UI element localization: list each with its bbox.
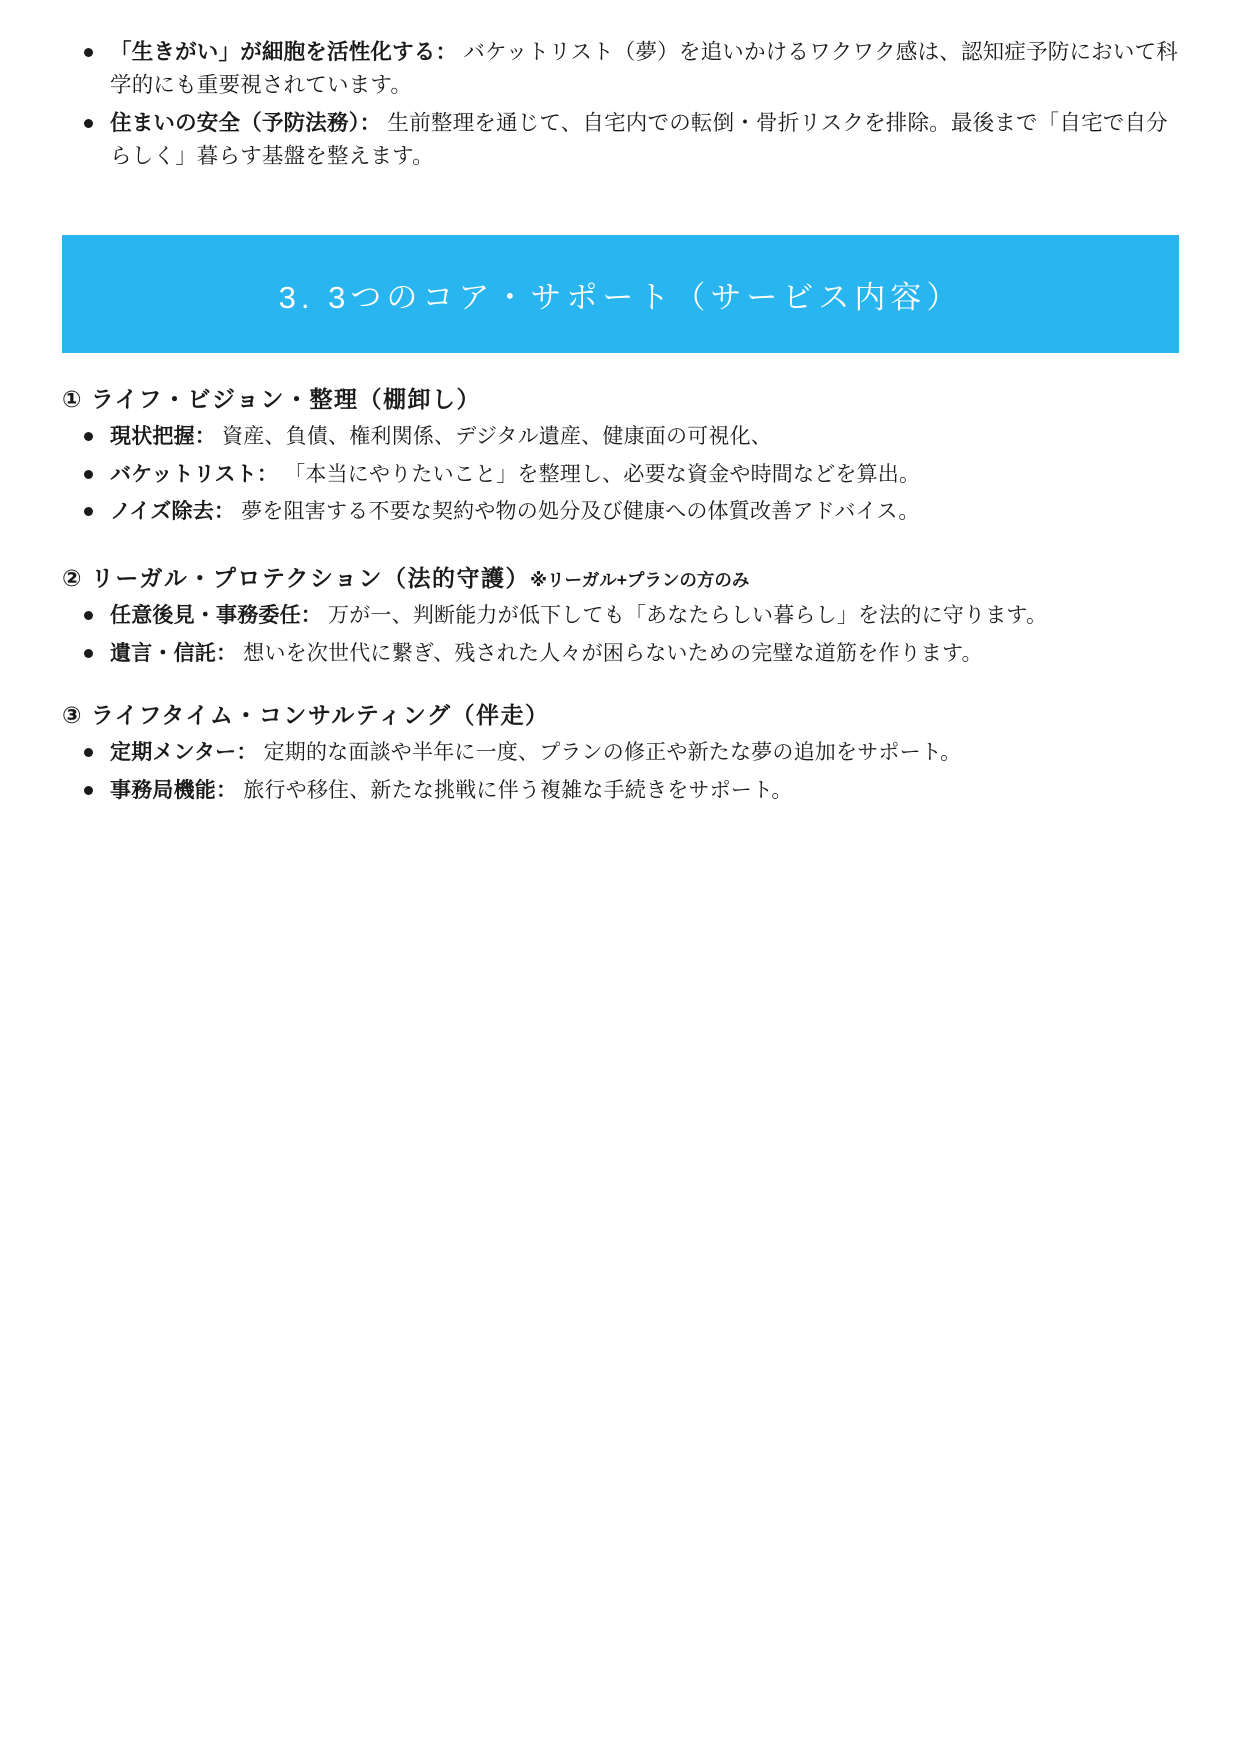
section-bullet-list <box>62 737 1179 806</box>
list-item <box>62 496 1179 528</box>
bullet-text: 万が一、判断能力が低下しても「あなたらしい暮らし」を法的に守ります。 <box>322 604 1048 628</box>
bullet-text: 生前整理を通じて、自宅内での転倒・骨折リスクを排除。最後まで「自宅で自分らしく」暮らす基盤を整えます。 <box>110 110 1168 168</box>
bullet-text: 資産、負債、権利関係、デジタル遺産、健康面の可視化、 <box>216 425 772 449</box>
section-heading-text: ① ライフ・ビジョン・整理（棚卸し） <box>62 386 482 413</box>
list-item <box>62 600 1179 632</box>
bullet-text: バケットリスト（夢）を追いかけるワクワク感は、認知症予防において科学的にも重要視されています。 <box>110 40 1178 98</box>
bullet-lead: 任意後見・事務委任： <box>110 604 322 628</box>
document-page <box>0 0 1241 806</box>
list-item <box>62 638 1179 670</box>
list-item <box>62 107 1179 174</box>
bullet-text: 「本当にやりたいこと」を整理し、必要な資金や時間などを算出。 <box>278 462 921 486</box>
section-heading <box>62 699 1179 731</box>
banner-title: 3. 3つのコア・サポート（サービス内容） <box>278 279 963 315</box>
bullet-lead: ノイズ除去： <box>110 500 236 524</box>
bullet-lead: 定期メンター： <box>110 741 258 765</box>
section-bullet-list <box>62 421 1179 528</box>
section-life-vision <box>62 383 1179 528</box>
section-banner <box>62 235 1179 353</box>
bullet-text: 想いを次世代に繋ぎ、残された人々が困らないための完璧な道筋を作ります。 <box>237 641 983 665</box>
list-item <box>62 775 1179 807</box>
section-heading <box>62 383 1179 415</box>
bullet-lead: 事務局機能： <box>110 778 238 802</box>
section-heading <box>62 562 1179 594</box>
list-item <box>62 459 1179 491</box>
bullet-text: 旅行や移住、新たな挑戦に伴う複雑な手続きをサポート。 <box>237 778 793 802</box>
bullet-lead: バケットリスト： <box>110 462 279 486</box>
section-heading-note: ※リーガル+プランの方のみ <box>530 569 750 590</box>
section-legal-protection <box>62 562 1179 669</box>
bullet-lead: 住まいの安全（予防法務）： <box>110 110 382 135</box>
section-heading-text: ③ ライフタイム・コンサルティング（伴走） <box>62 702 550 729</box>
list-item <box>62 421 1179 453</box>
section-heading-text: ② リーガル・プロテクション（法的守護） <box>62 564 531 591</box>
intro-bullet-list <box>62 36 1179 173</box>
bullet-text: 夢を阻害する不要な契約や物の処分及び健康への体質改善アドバイス。 <box>235 500 920 524</box>
bullet-text: 定期的な面談や半年に一度、プランの修正や新たな夢の追加をサポート。 <box>257 741 962 765</box>
list-item <box>62 737 1179 769</box>
bullet-lead: 「生きがい」が細胞を活性化する： <box>110 40 458 64</box>
section-lifetime-consulting <box>62 699 1179 806</box>
section-bullet-list <box>62 600 1179 669</box>
list-item <box>62 36 1179 103</box>
bullet-lead: 現状把握： <box>110 425 216 449</box>
bullet-lead: 遺言・信託： <box>110 641 238 665</box>
